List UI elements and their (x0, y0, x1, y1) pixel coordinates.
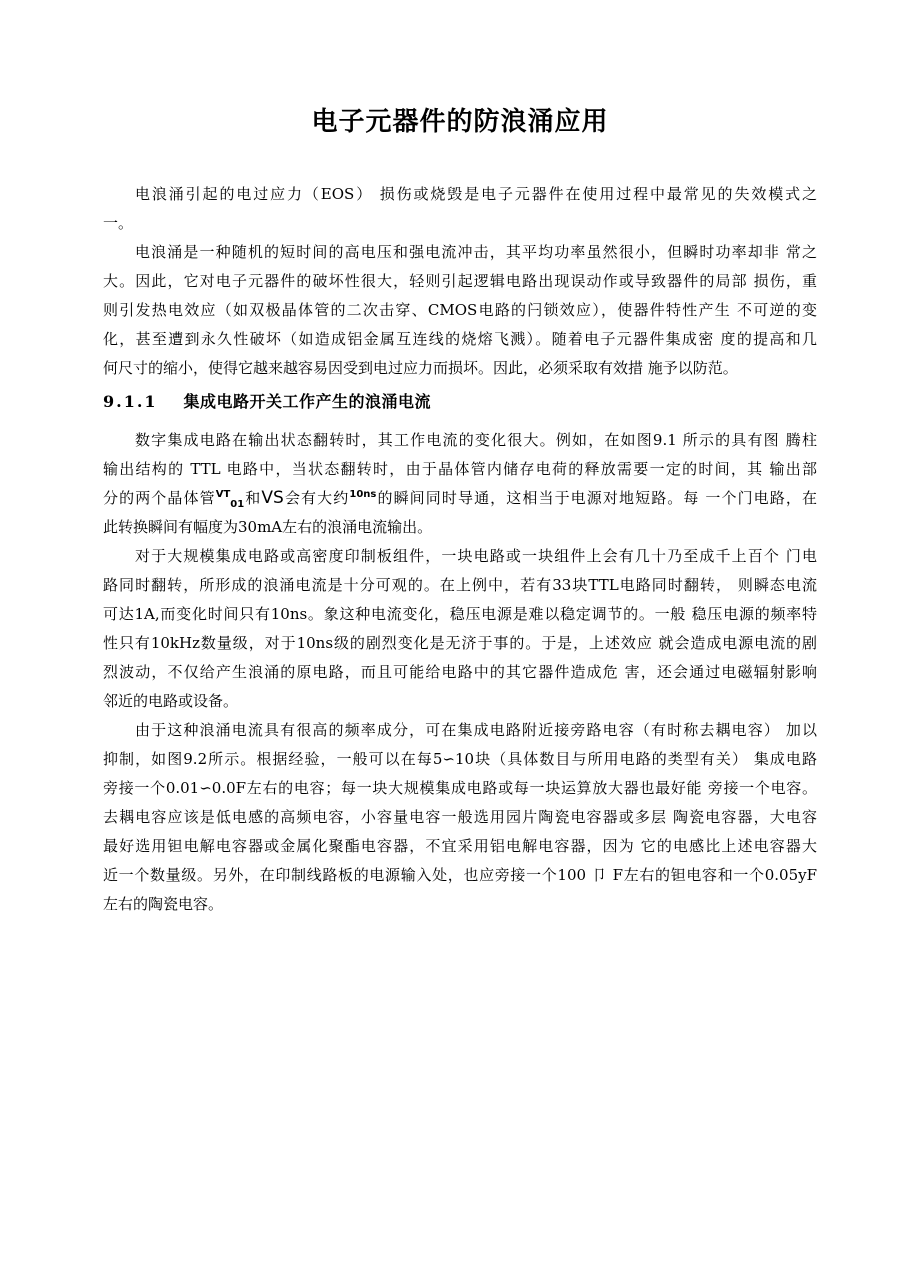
superscript-10ns: 10ns (349, 489, 377, 500)
document-content (103, 0, 817, 919)
text-line: 何尺寸的缩小，使得它越来越容易因受到电过应力而损坏。因此，必须采取有效措 施予以防范。 (103, 359, 738, 377)
section-title: 集成电路开关工作产生的浪涌电流 (183, 392, 432, 411)
text-line: 则引发热电效应（如双极晶体管的二次击穿、CMOS电路的闩锁效应），使器件特性产生 不可逆的变 (103, 301, 817, 319)
text-line: 近一个数量级。另外，在印制线路板的电源输入处，也应旁接一个100 卩 F左右的钽电容和一个0.05yF (103, 866, 817, 884)
document-body (103, 180, 817, 919)
vs-label: VS (261, 488, 284, 508)
text-line: 抑制，如图9.2所示。根据经验，一般可以在每5∽10块（具体数目与所用电路的类型有关） 集成电路 (103, 750, 817, 768)
text-line: 输出结构的 TTL 电路中，当状态翻转时，由于晶体管内储存电荷的释放需要一定的时间，其 输出部 (103, 460, 817, 478)
text-line: 可达1A,而变化时间只有10ns。象这种电流变化，稳压电源是难以稳定调节的。一般 稳压电源的频率特 (103, 605, 817, 623)
text-line: 电浪涌引起的电过应力（EOS） 损伤或烧毁是电子元器件在使用过程中最常见的失效模式之 (135, 185, 817, 203)
text-line: 路同时翻转，所形成的浪涌电流是十分可观的。在上例中，若有33块TTL电路同时翻转， 则瞬态电流 (103, 576, 817, 594)
paragraph-4 (103, 542, 817, 716)
text-line: 此转换瞬间有幅度为30mA左右的浪涌电流输出。 (103, 518, 433, 536)
text-line: 去耦电容应该是低电感的高频电容，小容量电容一般选用园片陶瓷电容器或多层 陶瓷电容器，大电容 (103, 808, 817, 826)
text-line: 邻近的电路或设备。 (103, 692, 239, 710)
paragraph-2 (103, 238, 817, 383)
text-line: 最好选用钽电解电容器或金属化聚酯电容器，不宜采用铝电解电容器，因为 它的电感比上述电容器大 (103, 837, 817, 855)
section-number: 9.1.1 (103, 392, 158, 411)
text-line: 数字集成电路在输出状态翻转时，其工作电流的变化很大。例如，在如图9.1 所示的具有图 腾柱 (135, 431, 817, 449)
text-line: 电浪涌是一种随机的短时间的高电压和强电流冲击，其平均功率虽然很小，但瞬时功率却非 常之 (135, 243, 817, 261)
text-line: 性只有10kHz数量级，对于10ns级的剧烈变化是无济于事的。于是，上述效应 就会造成电源电流的剧 (103, 634, 817, 652)
text-line: 大。因此，它对电子元器件的破坏性很大，轻则引起逻辑电路出现误动作或导致器件的局部 损伤，重 (103, 272, 817, 290)
text-line (103, 484, 817, 513)
paragraph-5 (103, 716, 817, 919)
text-segment: 的瞬间同时导通，这相当于电源对地短路。每 一个门电路，在 (376, 489, 817, 507)
document-title: 电子元器件的防浪涌应用 (311, 107, 609, 137)
text-line: 一。 (103, 214, 134, 232)
text-line: 烈波动，不仅给产生浪涌的原电路，而且可能给电路中的其它器件造成危 害，还会通过电磁辐射影响 (103, 663, 817, 681)
paragraph-1 (103, 180, 817, 238)
text-segment: 分的两个晶体管 (103, 489, 216, 507)
superscript-vt: VT (215, 489, 231, 500)
paragraph-3 (103, 426, 817, 542)
text-segment: 会有大约 (283, 489, 350, 507)
subscript-01: 01 (230, 499, 245, 510)
section-heading (103, 391, 817, 413)
text-line: 化，甚至遭到永久性破坏（如造成铝金属互连线的烧熔飞溅）。随着电子元器件集成密 度的提高和几 (103, 330, 817, 348)
text-line: 对于大规模集成电路或高密度印制板组件，一块电路或一块组件上会有几十乃至成千上百个 门电 (135, 547, 817, 565)
text-segment: 和 (244, 489, 262, 507)
text-line: 旁接一个0.01∽0.0F左右的电容；每一块大规模集成电路或每一块运算放大器也最好能 旁接一个电容。 (103, 779, 817, 797)
text-line: 由于这种浪涌电流具有很高的频率成分，可在集成电路附近接旁路电容（有时称去耦电容） 加以 (135, 721, 817, 739)
text-line: 左右的陶瓷电容。 (103, 895, 224, 913)
